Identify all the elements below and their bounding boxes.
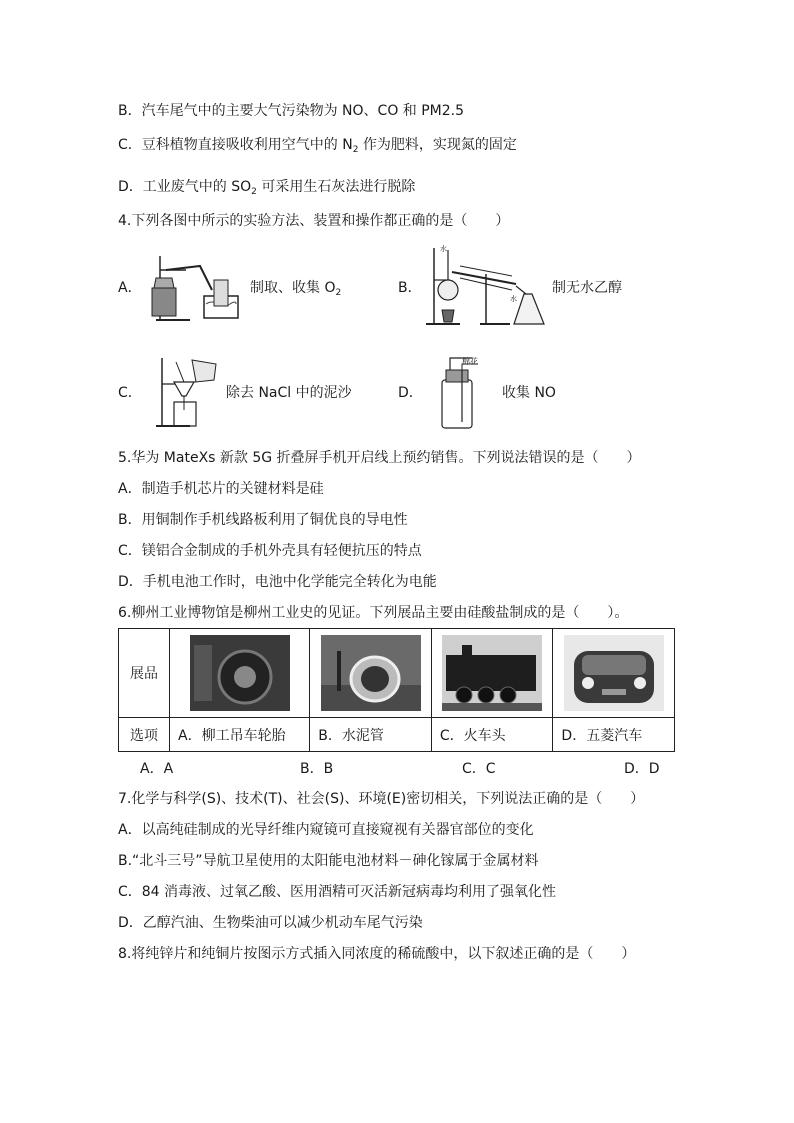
q7-option-d: D．乙醇汽油、生物柴油可以减少机动车尾气污染 bbox=[118, 915, 423, 931]
q7-option-a: A．以高纯硅制成的光导纤维内窥镜可直接窥视有关器官部位的变化 bbox=[118, 822, 534, 838]
q6-option-b: B．水泥管 bbox=[310, 718, 432, 752]
q3-option-b: B．汽车尾气中的主要大气污染物为 NO、CO 和 PM2.5 bbox=[118, 103, 465, 119]
q4-fig-a-caption bbox=[250, 277, 341, 298]
q3-option-c-subscript: 2 bbox=[352, 145, 359, 155]
q5-option-a: A．制造手机芯片的关键材料是硅 bbox=[118, 481, 324, 497]
q5-stem: 5.华为 MateXs 新款 5G 折叠屏手机开启线上预约销售。下列说法错误的是（ ） bbox=[118, 450, 641, 466]
q4-stem: 4.下列各图中所示的实验方法、装置和操作都正确的是（ ） bbox=[118, 213, 510, 229]
q8-stem: 8.将纯锌片和纯铜片按图示方式插入同浓度的稀硫酸中，以下叙述正确的是（ ） bbox=[118, 946, 636, 962]
q4-fig-c-filtration-apparatus bbox=[150, 352, 226, 430]
q3-option-d-text-end: 可采用生石灰法进行脱除 bbox=[256, 179, 416, 195]
locomotive-photo bbox=[442, 635, 542, 711]
q6-row-head-option: 选项 bbox=[119, 718, 170, 752]
q6-stem: 6.柳州工业博物馆是柳州工业史的见证。下列展品主要由硅酸盐制成的是（ ）。 bbox=[118, 605, 629, 621]
q4-fig-a-apparatus bbox=[146, 248, 246, 324]
q4-fig-b-water-in-label: 水 bbox=[440, 245, 447, 253]
q6-image-cell-a bbox=[170, 629, 310, 718]
q6-image-cell-b bbox=[310, 629, 432, 718]
q6-row-head-exhibit: 展品 bbox=[119, 629, 170, 718]
q4-fig-b-water-out-label: 水 bbox=[510, 295, 517, 303]
q6-exhibit-table bbox=[118, 628, 675, 752]
cement-pipe-photo bbox=[321, 635, 421, 711]
q3-option-c-text-end: 作为肥料，实现氮的固定 bbox=[358, 137, 517, 153]
q4-fig-d-letter: D． bbox=[398, 385, 423, 401]
q6-option-c: C．火车头 bbox=[431, 718, 553, 752]
q6-table-row-images bbox=[119, 629, 675, 718]
q7-option-b: B.“北斗三号”导航卫星使用的太阳能电池材料－砷化镓属于金属材料 bbox=[118, 853, 539, 869]
wuling-car-photo bbox=[564, 635, 664, 711]
q4-fig-c-caption: 除去 NaCl 中的泥沙 bbox=[226, 385, 352, 401]
q4-fig-b-letter: B． bbox=[398, 280, 422, 296]
q6-answer-d: D．D bbox=[624, 761, 660, 777]
q3-option-c-text: C．豆科植物直接吸收利用空气中的 N bbox=[118, 137, 353, 153]
q5-option-c: C．镁铝合金制成的手机外壳具有轻便抗压的特点 bbox=[118, 543, 422, 559]
q4-fig-d-caption: 收集 NO bbox=[502, 385, 556, 401]
q5-option-b: B．用铜制作手机线路板利用了铜优良的导电性 bbox=[118, 512, 408, 528]
q3-option-d bbox=[118, 178, 415, 201]
q4-fig-c-letter: C． bbox=[118, 385, 142, 401]
q6-table-row-options bbox=[119, 718, 675, 752]
q6-image-cell-d bbox=[553, 629, 675, 718]
q4-fig-d-cotton-label: 棉花 bbox=[462, 357, 478, 366]
q6-option-a: A．柳工吊车轮胎 bbox=[170, 718, 310, 752]
q4-fig-b-distillation-apparatus bbox=[420, 244, 550, 328]
q6-option-d: D．五菱汽车 bbox=[553, 718, 675, 752]
q4-fig-b-caption: 制无水乙醇 bbox=[552, 280, 622, 296]
q7-stem: 7.化学与科学(S)、技术(T)、社会(S)、环境(E)密切相关，下列说法正确的是（ ） bbox=[118, 791, 645, 807]
q4-fig-a-letter: A． bbox=[118, 280, 142, 296]
crane-tire-photo bbox=[190, 635, 290, 711]
q4-fig-a-caption-subscript: 2 bbox=[335, 288, 342, 298]
q3-option-d-text: D．工业废气中的 SO bbox=[118, 179, 252, 195]
q4-fig-a-caption-text: 制取、收集 O bbox=[250, 280, 336, 296]
q6-image-cell-c bbox=[431, 629, 553, 718]
q7-option-c: C．84 消毒液、过氧乙酸、医用酒精可灭活新冠病毒均利用了强氧化性 bbox=[118, 884, 557, 900]
q3-option-c bbox=[118, 136, 517, 159]
q5-option-d: D．手机电池工作时，电池中化学能完全转化为电能 bbox=[118, 574, 437, 590]
q6-answer-b: B．B bbox=[300, 761, 334, 777]
q3-option-d-subscript: 2 bbox=[251, 187, 257, 197]
q6-answer-a: A．A bbox=[140, 761, 174, 777]
q6-answer-c: C．C bbox=[462, 761, 496, 777]
